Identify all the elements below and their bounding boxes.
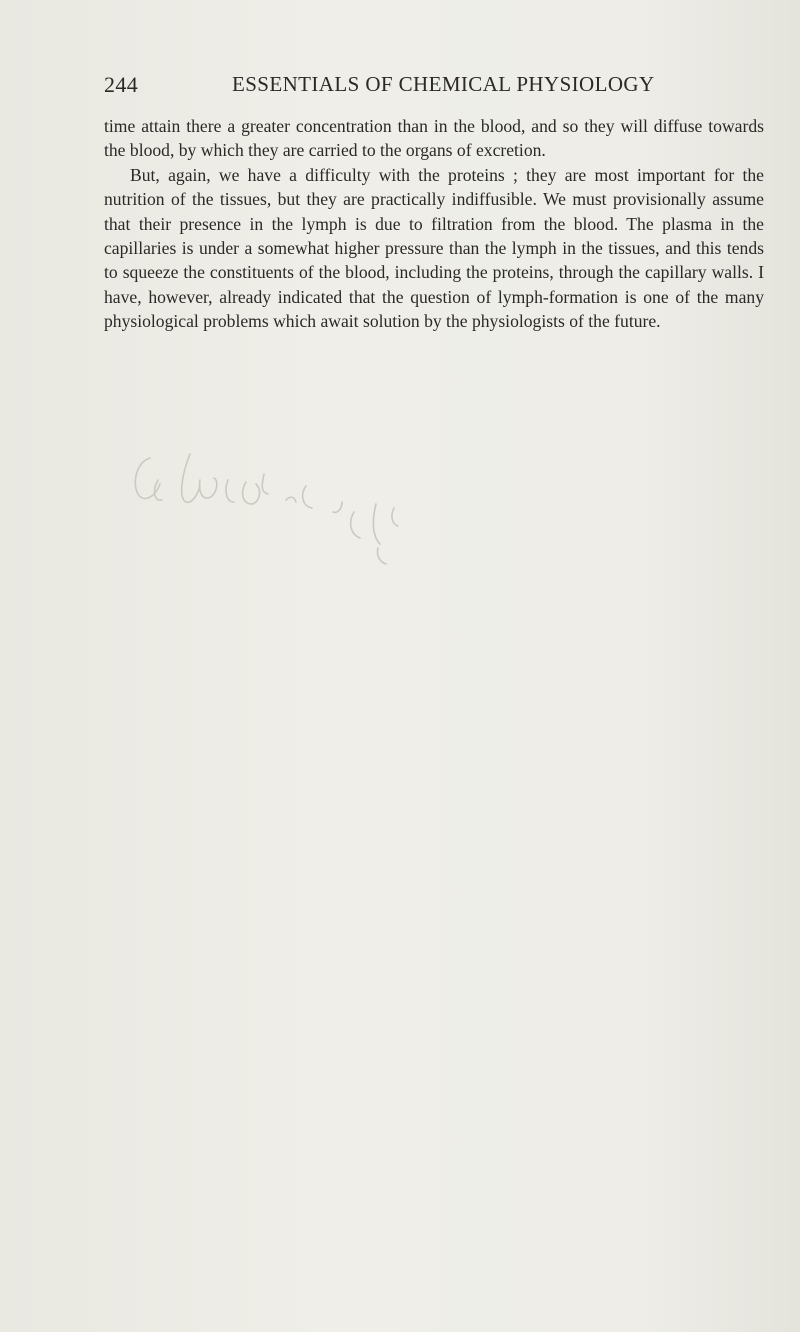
running-head xyxy=(104,72,704,106)
paragraph-proteins: But, again, we have a difficulty with the proteins ; they are most important for the nutrition of the tissues, but they are practically indiffusible. We must provisionally assume that their presence in the lymph is due to filtration from the blood. The plasma in the capillaries is under a somewhat higher pressure than the lymph in the tissues, and this tends to squeeze the constituents of the blood, including the proteins, through the capillary walls. I have, however, already indicated that the question of lymph-formation is one of the many physiological problems which await solution by the physiologists of the future. xyxy=(104,164,764,332)
body-text xyxy=(104,114,764,334)
paragraph-continuation: time attain there a greater concentration than in the blood, and so they will diffuse towards the blood, by which they are carried to the organs of excretion. xyxy=(104,116,764,161)
faint-pencil-signature xyxy=(128,450,408,570)
page-number: 244 xyxy=(104,72,139,97)
running-title: ESSENTIALS OF CHEMICAL PHYSIOLOGY xyxy=(232,72,655,96)
